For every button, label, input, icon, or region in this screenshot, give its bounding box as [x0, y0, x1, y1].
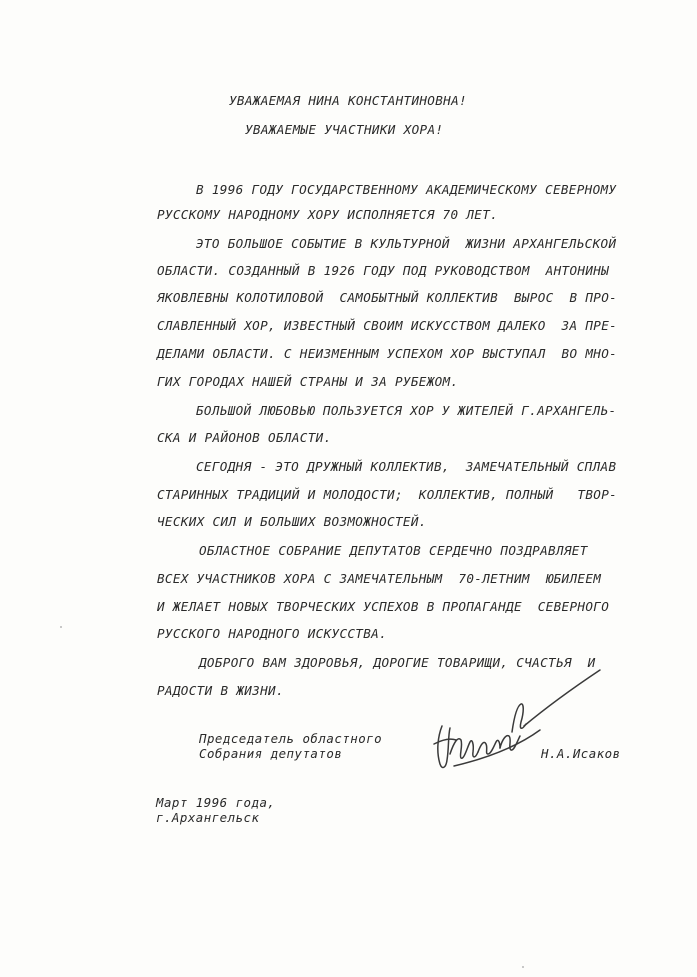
body-line: БОЛЬШОЙ ЛЮБОВЬЮ ПОЛЬЗУЕТСЯ ХОР У ЖИТЕЛЕЙ Г.АРХАНГЕЛЬ-: [196, 403, 617, 418]
body-line: ЭТО БОЛЬШОЕ СОБЫТИЕ В КУЛЬТУРНОЙ ЖИЗНИ АРХАНГЕЛЬСКОЙ: [196, 236, 617, 251]
body-line: СКА И РАЙОНОВ ОБЛАСТИ.: [157, 430, 332, 445]
body-line: И ЖЕЛАЕТ НОВЫХ ТВОРЧЕСКИХ УСПЕХОВ В ПРОПАГАНДЕ СЕВЕРНОГО: [157, 599, 610, 614]
signatory-title-line-1: Председатель областного: [199, 731, 383, 746]
dateline-place: г.Архангельск: [156, 810, 260, 825]
body-line: ОБЛАСТНОЕ СОБРАНИЕ ДЕПУТАТОВ СЕРДЕЧНО ПОЗДРАВЛЯЕТ: [199, 543, 588, 558]
body-line: РУССКОГО НАРОДНОГО ИСКУССТВА.: [157, 626, 388, 641]
scan-speck: [522, 966, 524, 968]
body-line: ЧЕСКИХ СИЛ И БОЛЬШИХ ВОЗМОЖНОСТЕЙ.: [157, 514, 427, 529]
body-line: РУССКОМУ НАРОДНОМУ ХОРУ ИСПОЛНЯЕТСЯ 70 ЛЕТ.: [157, 207, 499, 222]
body-line: РАДОСТИ В ЖИЗНИ.: [157, 683, 284, 698]
body-line: СТАРИННЫХ ТРАДИЦИЙ И МОЛОДОСТИ; КОЛЛЕКТИВ, ПОЛНЫЙ ТВОР-: [157, 487, 618, 502]
signatory-title-line-2: Собрания депутатов: [199, 746, 343, 761]
dateline-date: Март 1996 года,: [156, 795, 276, 810]
body-line: ДОБРОГО ВАМ ЗДОРОВЬЯ, ДОРОГИЕ ТОВАРИЩИ, СЧАСТЬЯ И: [199, 655, 596, 670]
signatory-name: Н.А.Исаков: [541, 746, 621, 761]
body-line: ГИХ ГОРОДАХ НАШЕЙ СТРАНЫ И ЗА РУБЕЖОМ.: [157, 374, 459, 389]
body-line: ДЕЛАМИ ОБЛАСТИ. С НЕИЗМЕННЫМ УСПЕХОМ ХОР ВЫСТУПАЛ ВО МНО-: [157, 346, 618, 361]
greeting-line-1: УВАЖАЕМАЯ НИНА КОНСТАНТИНОВНА!: [229, 93, 467, 108]
body-line: ЯКОВЛЕВНЫ КОЛОТИЛОВОЙ САМОБЫТНЫЙ КОЛЛЕКТИВ ВЫРОС В ПРО-: [157, 290, 618, 305]
handwritten-signature: [428, 666, 608, 776]
greeting-line-2: УВАЖАЕМЫЕ УЧАСТНИКИ ХОРА!: [245, 122, 444, 137]
body-line: ВСЕХ УЧАСТНИКОВ ХОРА С ЗАМЕЧАТЕЛЬНЫМ 70-ЛЕТНИМ ЮБИЛЕЕМ: [157, 571, 602, 586]
body-line: В 1996 ГОДУ ГОСУДАРСТВЕННОМУ АКАДЕМИЧЕСКОМУ СЕВЕРНОМУ: [196, 182, 617, 197]
body-line: СЕГОДНЯ - ЭТО ДРУЖНЫЙ КОЛЛЕКТИВ, ЗАМЕЧАТЕЛЬНЫЙ СПЛАВ: [196, 459, 617, 474]
body-line: СЛАВЛЕННЫЙ ХОР, ИЗВЕСТНЫЙ СВОИМ ИСКУССТВОМ ДАЛЕКО ЗА ПРЕ-: [157, 318, 618, 333]
body-line: ОБЛАСТИ. СОЗДАННЫЙ В 1926 ГОДУ ПОД РУКОВОДСТВОМ АНТОНИНЫ: [157, 263, 610, 278]
scan-speck: [60, 626, 62, 628]
